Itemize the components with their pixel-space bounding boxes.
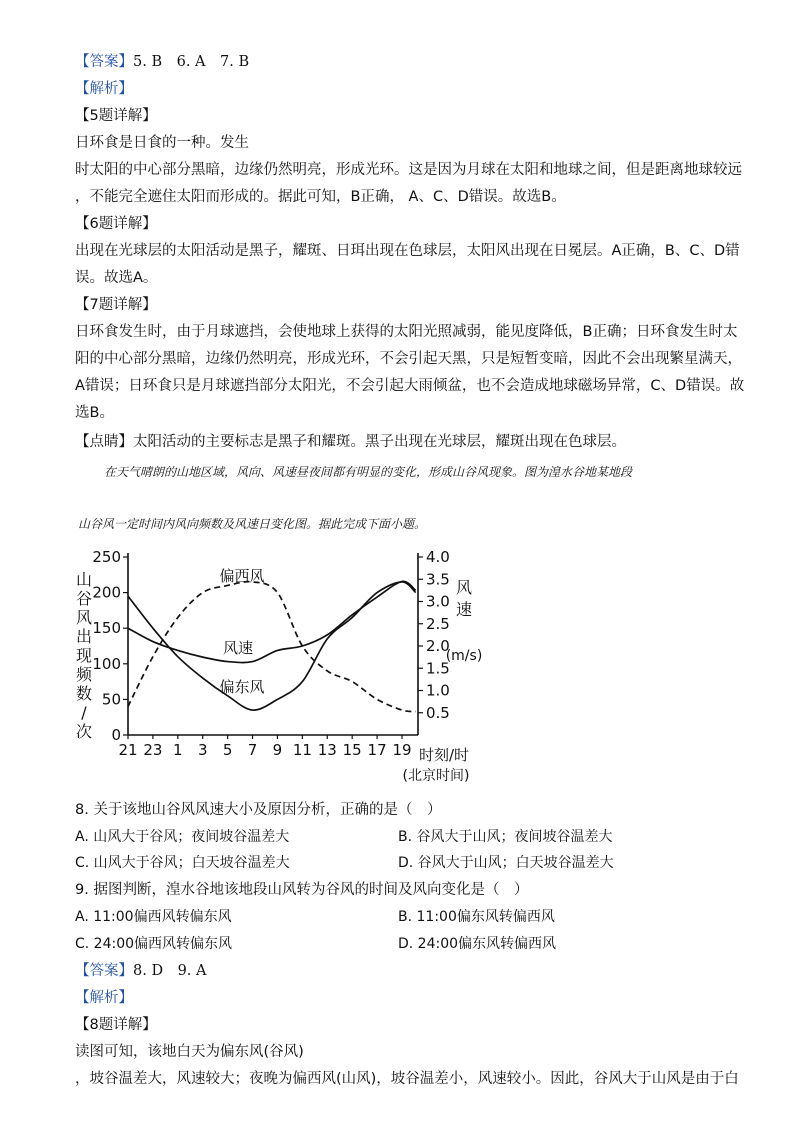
q9-stem: 9. 据图判断，湟水谷地该地段山风转为谷风的时间及风向变化是（ ）	[75, 882, 529, 898]
note-text: 太阳活动的主要标志是黑子和耀斑。黑子出现在光球层，耀斑出现在色球层。	[133, 434, 626, 450]
q7-line-3: A错误；日环食只是月球遮挡部分太阳光，不会引起大雨倾盆，也不会造成地球磁场异常，C、D错误。故	[75, 378, 745, 394]
answer-tag: 【答案】	[75, 54, 133, 70]
q8-detail-tag: 【8题详解】	[75, 1017, 157, 1033]
x-tick-label: 11	[292, 741, 312, 759]
q8-stem: 8. 关于该地山谷风风速大小及原因分析，正确的是（ ）	[75, 802, 442, 818]
chart-labels	[76, 548, 482, 784]
right-tick-label: 4.0	[426, 548, 450, 566]
q7-line-2: 阳的中心部分黑暗，边缘仍然明亮，形成光环，不会引起天黑，只是短暂变暗，因此不会出现繁星满天，	[75, 351, 742, 367]
right-axis-unit: (m/s)	[445, 648, 483, 664]
left-tick-label: 50	[101, 690, 121, 709]
intro-line-2: 山谷风一定时间内风向频数及风速日变化图。据此完成下面小题。	[78, 517, 427, 531]
left-axis-title-char: 数	[75, 684, 93, 703]
q5-line-1: 日环食是日食的一种。发生	[75, 135, 249, 151]
q8-option-d[interactable]: D. 谷风大于山风；白天坡谷温差大	[398, 855, 614, 871]
q5-line-2: 时太阳的中心部分黑暗，边缘仍然明亮，形成光环。这是因为月球在太阳和地球之间，但是距离地球较远	[75, 162, 742, 178]
q7-line-4: 选B。	[75, 405, 114, 421]
left-axis-title-char: 出	[75, 627, 93, 646]
analysis-tag-1	[75, 79, 725, 99]
q7-line-1: 日环食发生时，由于月球遮挡，会使地球上获得的太阳光照减弱，能见度降低，B正确；日环食发生时太	[75, 324, 738, 340]
right-tick-label: 1.5	[426, 659, 450, 678]
x-tick-label: 23	[143, 741, 163, 759]
left-tick-label: 150	[92, 619, 121, 638]
x-tick-label: 3	[197, 741, 208, 759]
q9-option-d[interactable]: D. 24:00偏东风转偏西风	[398, 936, 557, 952]
answer-line-2	[75, 961, 725, 981]
q6-tag: 【6题详解】	[75, 216, 157, 232]
chart-series	[128, 581, 416, 711]
intro-line-1: 在天气晴朗的山地区域，风向、风速昼夜间都有明显的变化，形成山谷风现象。图为湟水谷地某地段	[104, 465, 633, 479]
right-tick-label: 3.5	[426, 570, 450, 589]
right-tick-label: 3.0	[426, 592, 450, 611]
right-axis-title-char: 速	[455, 600, 473, 619]
analysis-tag: 【解析】	[75, 81, 133, 97]
x-tick-label: 7	[247, 741, 258, 759]
left-axis-title-char: 现	[75, 646, 93, 665]
q6-line-2: 误。故选A。	[75, 270, 158, 286]
left-axis-title-char: 风	[75, 608, 93, 627]
right-tick-label: 2.5	[426, 614, 450, 633]
q9-option-c[interactable]: C. 24:00偏西风转偏东风	[75, 936, 233, 952]
x-axis-subtitle: (北京时间)	[402, 768, 470, 784]
left-tick-label: 0	[111, 726, 121, 744]
x-tick-label: 15	[342, 741, 362, 759]
answer-tag-2: 【答案】	[75, 963, 133, 979]
answer-line-1	[75, 52, 725, 72]
left-axis-title-char: 山	[75, 570, 93, 589]
left-axis-title-char: 次	[75, 722, 93, 741]
left-axis-title-char: 谷	[75, 589, 93, 608]
series-label-easterly: 偏东风	[219, 678, 265, 696]
q7-tag: 【7题详解】	[75, 297, 157, 313]
answer-text: 5. B 6. A 7. B	[133, 54, 250, 70]
q6-line-1: 出现在光球层的太阳活动是黑子，耀斑、日珥出现在色球层，太阳风出现在日冕层。A正确，B、C、D错	[75, 243, 740, 259]
left-tick-label: 100	[92, 654, 121, 673]
q5-tag: 【5题详解】	[75, 108, 157, 124]
q8-option-a[interactable]: A. 山风大于谷风；夜间坡谷温差大	[75, 829, 290, 845]
left-tick-label: 250	[92, 548, 121, 566]
series-label-windspeed: 风速	[222, 639, 254, 657]
x-tick-label: 5	[222, 741, 233, 759]
series-label-westerly: 偏西风	[219, 567, 265, 585]
q5-line-3: ，不能完全遮住太阳而形成的。据此可知，B正确， A、C、D错误。故选B。	[75, 189, 566, 205]
answer-text-2: 8. D 9. A	[133, 963, 207, 979]
x-tick-label: 17	[367, 741, 387, 759]
wind-chart	[0, 545, 794, 795]
left-axis-title-char: /	[81, 703, 87, 722]
right-tick-label: 2.0	[426, 637, 450, 655]
analysis-tag-2	[75, 988, 725, 1008]
analysis-tag-b: 【解析】	[75, 990, 133, 1006]
q9-option-a[interactable]: A. 11:00偏西风转偏东风	[75, 909, 232, 925]
q8-option-c[interactable]: C. 山风大于谷风；白天坡谷温差大	[75, 855, 290, 871]
note-line	[75, 432, 725, 452]
right-tick-label: 0.5	[426, 703, 450, 722]
x-tick-label: 1	[173, 741, 183, 759]
x-tick-label: 9	[272, 741, 283, 759]
q8-option-b[interactable]: B. 谷风大于山风；夜间坡谷温差大	[398, 829, 613, 845]
x-tick-label: 21	[118, 741, 138, 759]
left-axis-title-char: 频	[75, 665, 93, 684]
x-tick-label: 19	[392, 741, 412, 759]
left-tick-label: 200	[92, 583, 121, 602]
note-tag: 【点睛】	[75, 434, 133, 450]
q8-detail-line-2: ，坡谷温差大，风速较大；夜晚为偏西风(山风)，坡谷温差小，风速较小。因此，谷风大于山风是由于白	[75, 1071, 739, 1087]
q9-option-b[interactable]: B. 11:00偏东风转偏西风	[398, 909, 555, 925]
q8-detail-line-1: 读图可知，该地白天为偏东风(谷风)	[75, 1044, 304, 1060]
x-tick-label: 13	[317, 741, 337, 759]
x-axis-title: 时刻/时	[418, 746, 470, 764]
right-tick-label: 1.0	[426, 681, 450, 700]
right-axis-title-char: 风	[455, 578, 473, 597]
